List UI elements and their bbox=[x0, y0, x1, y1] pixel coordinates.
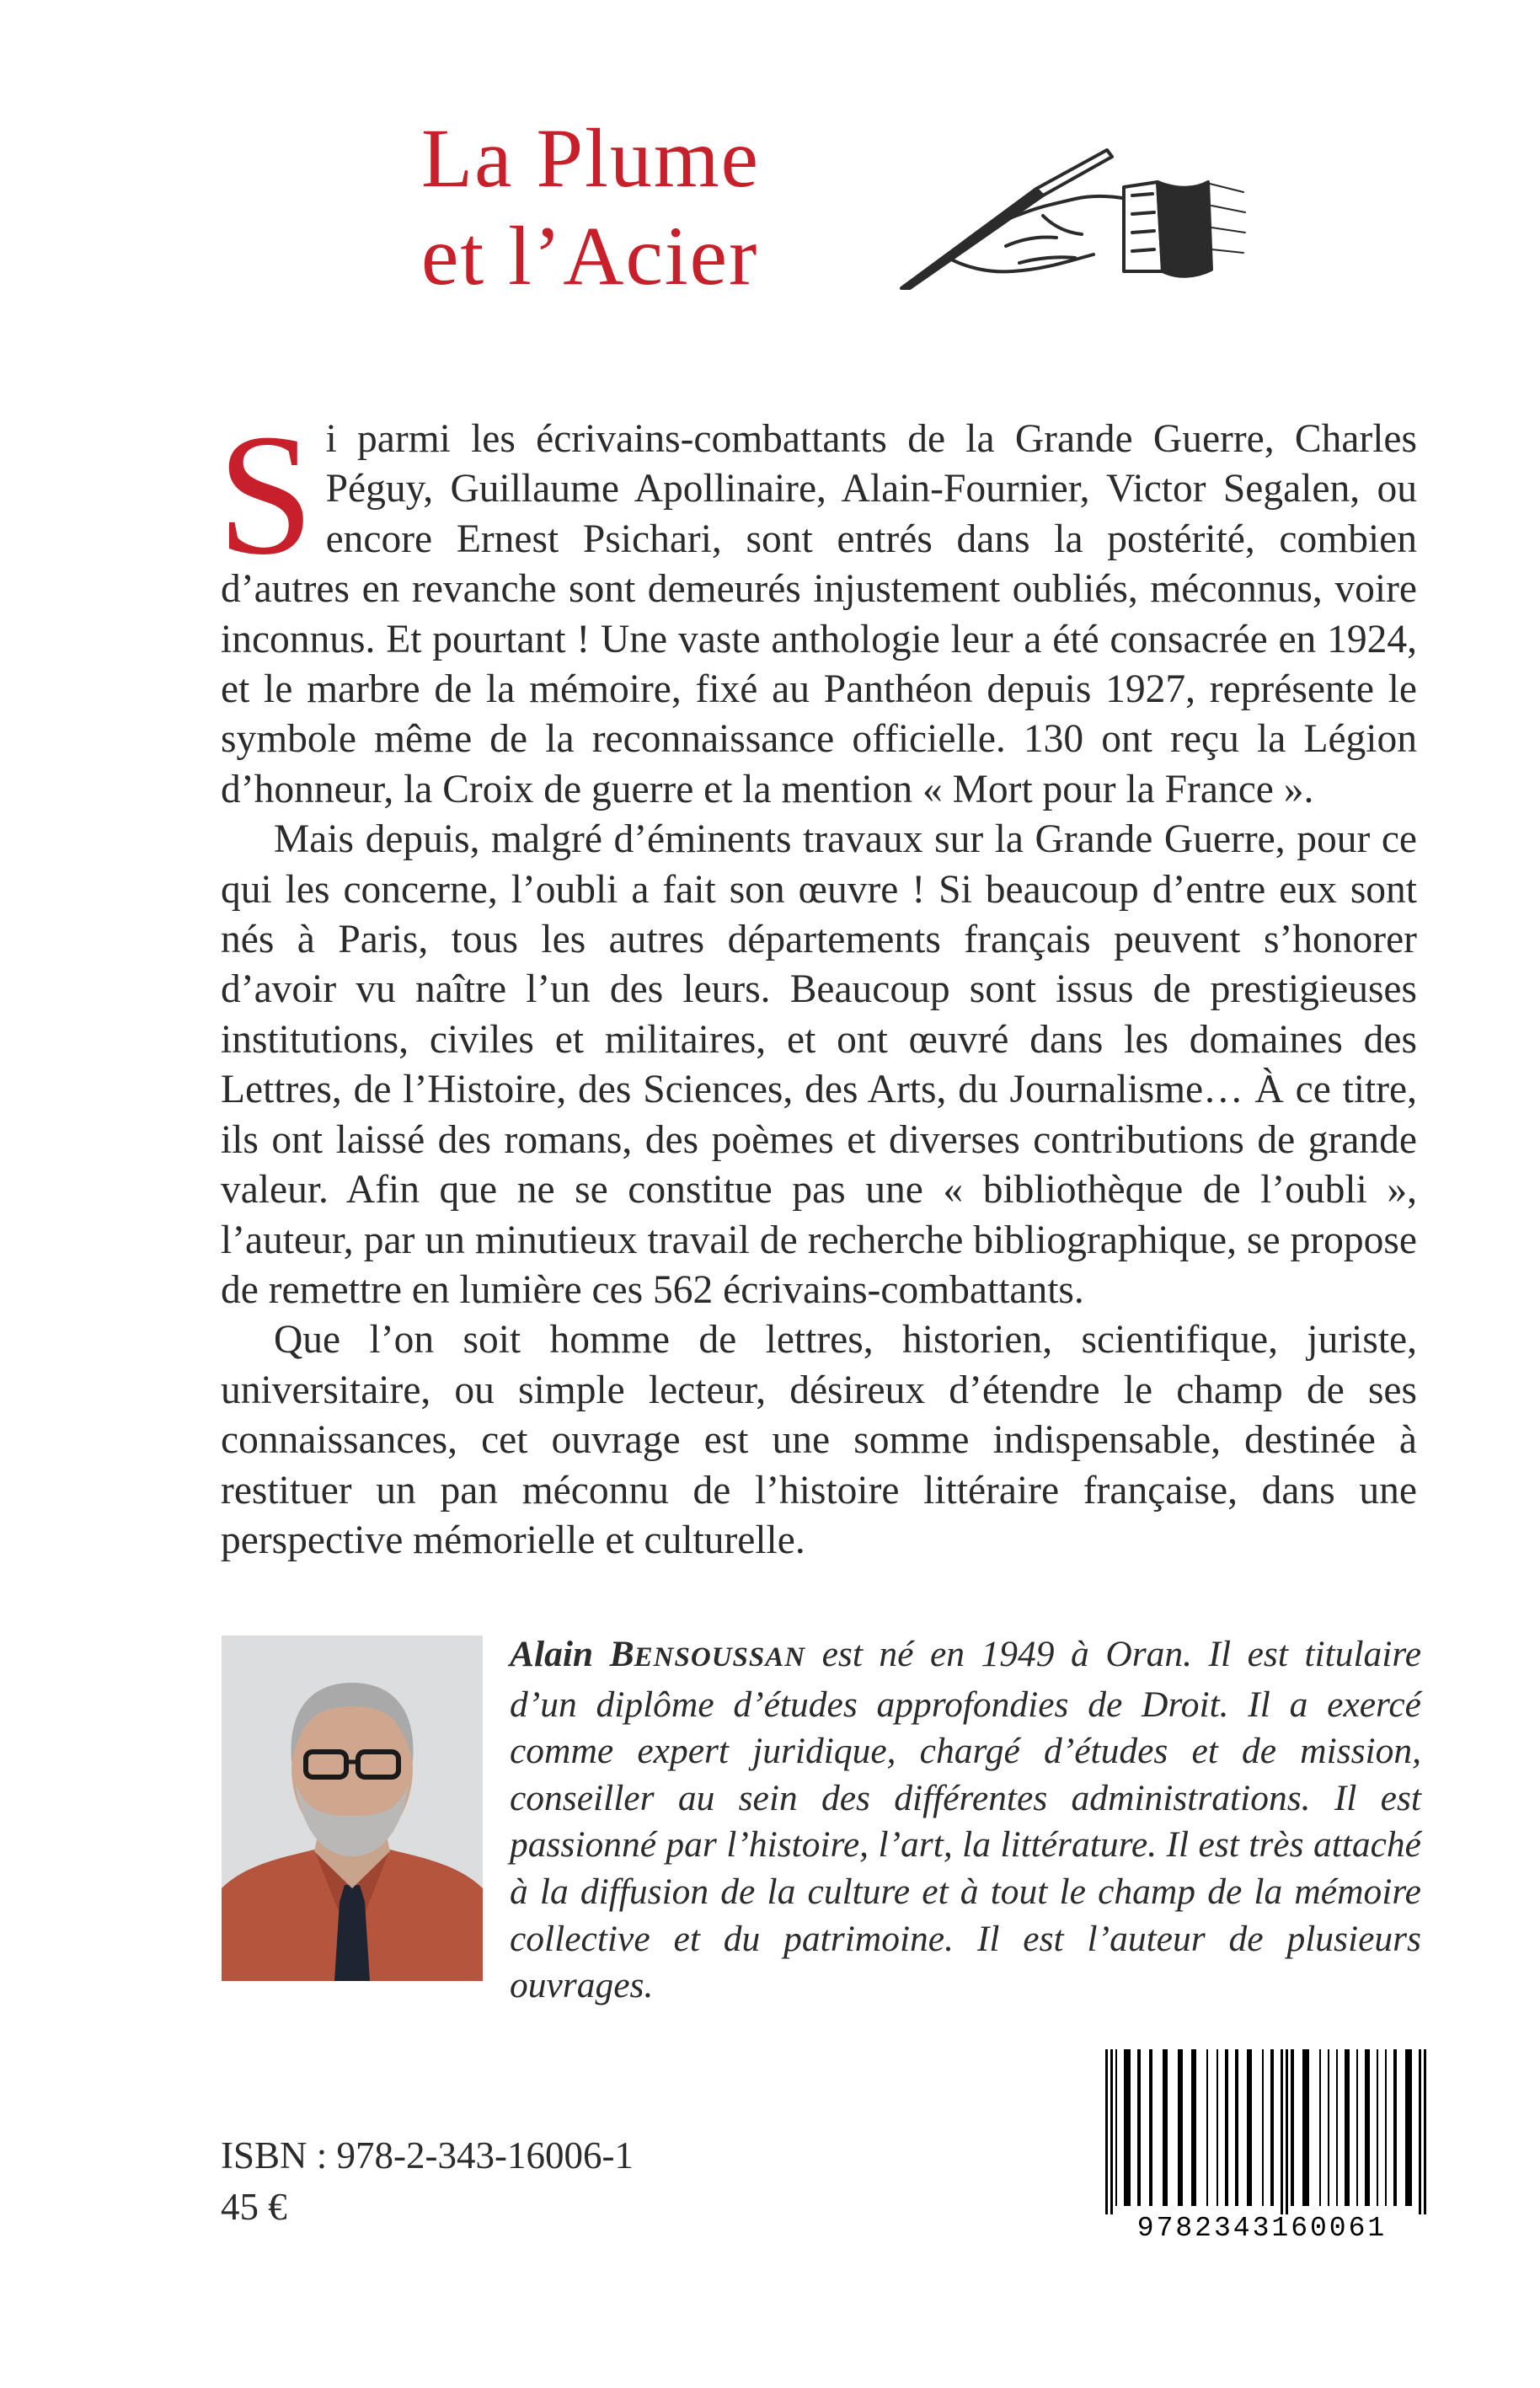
barcode-bar bbox=[1137, 2049, 1141, 2206]
barcode-bar bbox=[1216, 2049, 1218, 2206]
barcode-bar bbox=[1124, 2049, 1131, 2206]
barcode-bar bbox=[1225, 2049, 1228, 2206]
book-title-line-2: et l’Acier bbox=[421, 209, 759, 303]
hand-with-quill-pen-icon bbox=[895, 145, 1249, 292]
barcode-bar bbox=[1110, 2049, 1113, 2214]
barcode-bar bbox=[1302, 2049, 1309, 2206]
barcode-bar bbox=[1419, 2049, 1421, 2214]
barcode-bar bbox=[1291, 2049, 1294, 2206]
barcode-bar bbox=[1345, 2049, 1350, 2206]
author-name bbox=[510, 1634, 805, 1674]
barcode-bar bbox=[1393, 2049, 1397, 2206]
barcode-bar bbox=[1356, 2049, 1358, 2206]
book-title-line-1: La Plume bbox=[421, 111, 761, 205]
blurb-paragraph: Mais depuis, malgré d’éminents travaux sur la Grande Guerre, pour ce qui les concerne, l’oubli a fait son œuvre ! Si beaucoup d’entre eux sont nés à Paris, tous les autres départements français peuvent s’honorer d’avoir vu naître l’un des leurs. Beaucoup sont issus de prestigieuses institutions, civiles et militaires, et ont œuvré dans les domaines des Lettres, de l’Histoire, des Sciences, des Arts, du Journalisme… À ce titre, ils ont laissé des romans, des poèmes et diverses contributions de grande valeur. Afin que ne se constitue pas une « bibliothèque de l’oubli », l’auteur, par un minutieux travail de recherche bibliographique, se propose de remettre en lumière ces 562 écrivains-combattants. bbox=[221, 817, 1417, 1312]
back-cover-blurb bbox=[217, 398, 1417, 1566]
barcode-bar bbox=[1178, 2049, 1183, 2206]
barcode-bar bbox=[1336, 2049, 1338, 2206]
barcode-bar bbox=[1105, 2049, 1108, 2214]
isbn-barcode bbox=[1094, 2049, 1430, 2244]
barcode-bar bbox=[1262, 2049, 1264, 2206]
barcode-bar bbox=[1149, 2049, 1152, 2206]
barcode-bar bbox=[1385, 2049, 1387, 2206]
barcode-bar bbox=[1286, 2049, 1288, 2214]
barcode-bar bbox=[1405, 2049, 1412, 2206]
barcode-bar bbox=[1115, 2049, 1117, 2206]
price: 45 € bbox=[221, 2186, 287, 2228]
isbn: ISBN : 978-2-343-16006-1 bbox=[221, 2134, 634, 2177]
author-last-name-initial: B bbox=[609, 1634, 634, 1674]
barcode-bar bbox=[1365, 2049, 1370, 2206]
barcode-bar bbox=[1270, 2049, 1274, 2206]
barcode-bar bbox=[1247, 2049, 1252, 2206]
blurb-paragraph-1-text: i parmi les écrivains-combattants de la Grande Guerre, Charles Péguy, Guillaume Apollinaire, Alain-Fournier, Victor Segalen, ou encore Ernest Psichari, sont entrés dans la postérité, combien d’autres en revanche sont demeurés injustement oubliés, méconnus, voire inconnus. Et pourtant ! Une vaste anthologie leur a été consacrée en 1924, et le marbre de la mémoire, fixé au Panthéon depuis 1927, représente le symbole même de la reconnaissance officielle. 130 ont reçu la Légion d’honneur, la Croix de guerre et la mention « Mort pour la France ». bbox=[221, 417, 1417, 811]
barcode-bar bbox=[1163, 2049, 1168, 2206]
author-last-name-rest: ENSOUSSAN bbox=[634, 1642, 806, 1673]
barcode-bar bbox=[1424, 2049, 1426, 2214]
book-title bbox=[421, 110, 760, 305]
barcode-bar bbox=[1377, 2049, 1378, 2206]
barcode-bar bbox=[1235, 2049, 1238, 2206]
blurb-paragraph: Que l’on soit homme de lettres, historien, scientifique, juriste, universitaire, ou simple lecteur, désireux d’étendre le champ de ses connaissances, cet ouvrage est une somme indispensable, destinée à restituer un pan méconnu de l’histoire littéraire française, dans une perspective mémorielle et culturelle. bbox=[221, 1318, 1417, 1562]
barcode-bar bbox=[1319, 2049, 1321, 2206]
barcode-bar bbox=[1281, 2049, 1283, 2214]
barcode-bars bbox=[1094, 2049, 1430, 2214]
barcode-bar bbox=[1206, 2049, 1208, 2206]
barcode-digits: 9782343160061 bbox=[1136, 2213, 1388, 2244]
author-first-name: Alain bbox=[510, 1634, 594, 1674]
drop-cap: S bbox=[217, 398, 314, 591]
author-bio bbox=[510, 1631, 1421, 2010]
author-bio-text: est né en 1949 à Oran. Il est titulaire d’un diplôme d’études approfondies de Droit. Il a exercé comme expert juridique, chargé d’études et de mission, conseiller au sein des différentes administrations. Il est passionné par l’histoire, l’art, la littérature. Il est très attaché à la diffusion de la culture et à tout le champ de la mémoire collective et du patrimoine. Il est l’auteur de plusieurs ouvrages. bbox=[510, 1634, 1421, 2006]
author-photo bbox=[222, 1636, 483, 1981]
barcode-bar bbox=[1328, 2049, 1329, 2206]
author-portrait-image bbox=[222, 1636, 483, 1981]
barcode-bar bbox=[1191, 2049, 1196, 2206]
blurb-paragraph bbox=[217, 398, 1417, 815]
